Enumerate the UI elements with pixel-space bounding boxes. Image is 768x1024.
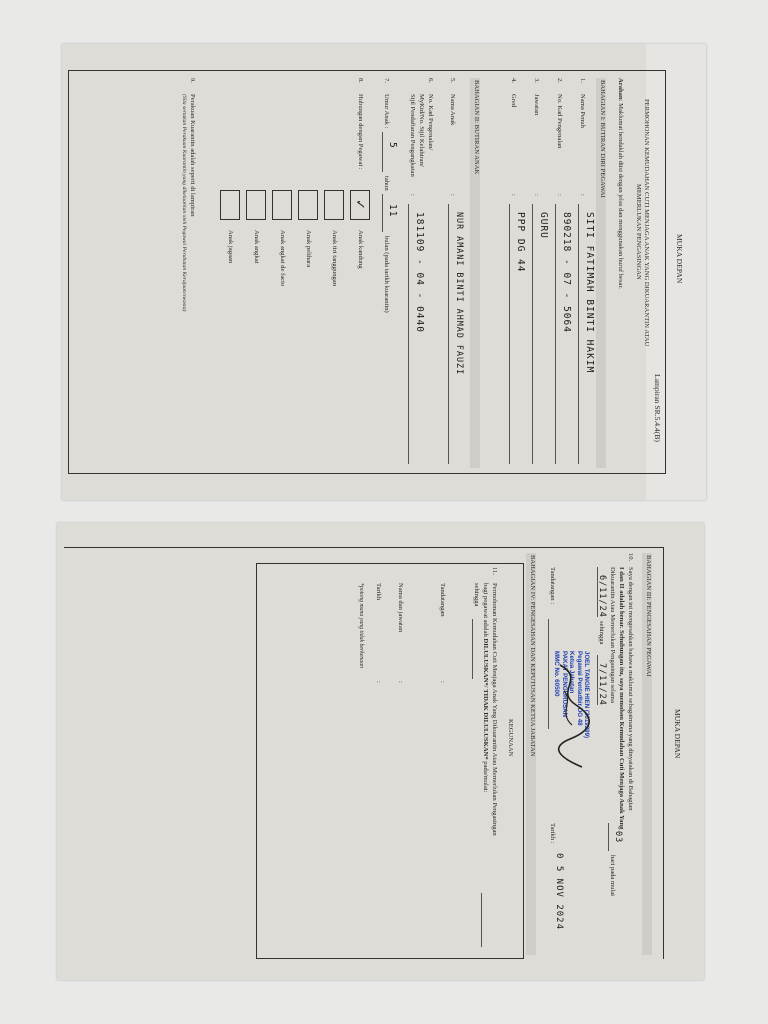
option-label-anak-tiri: Anak tiri tanggungan [331, 230, 338, 287]
field-num: 5. [449, 78, 456, 83]
checkbox-anak-angkat-de-facto[interactable] [272, 190, 292, 220]
option-label-anak-pelihara: Anak pelihara [305, 230, 312, 268]
option-label-anak-angkat: Anak angkat [253, 230, 260, 264]
checkbox-anak-pelihara[interactable] [298, 190, 318, 220]
signature-label: Tandatangan [549, 567, 556, 601]
signature-icon [550, 661, 594, 771]
age-months-unit: bulan (pada tarikh kuarantin) [383, 236, 390, 313]
field-num: 8. [357, 78, 364, 83]
sig2-label: Tandatangan [439, 583, 446, 617]
checkbox-anak-tiri[interactable] [324, 190, 344, 220]
section4-title: BAHAGIAN IV: PENGESAHAN DAN KEPUTUSAN KETUA JABATAN [526, 553, 536, 955]
until-label: sehingga [598, 621, 605, 645]
page-2-content: MUKA DEPAN BAHAGIAN III: PENGESAHAN PEGAWAI 10. Saya dengan ini mengesahkan bahawa maklumat sebagaimana yang dinyatakan di Bahagian I dan II adalah benar. Sehubungan itu, saya memohon Kemudahan Cuti Menjaga Anak Yang Dikuarantin Atau Memerlukan Pengasingan selama 03 hari pada mulai 6/11/24 sehingga 7/11/24 JOEL TANGIE HIEN (3019299) Pegawai Pentadbir DG 48 Ketua Jabatan PAKAT PENGURUSAN MMC No. 60500 Tandatangan : Tarikh : 0 5 NOV 2024 BAHAGIAN IV: PENGESAHAN DAN KEPUTUSAN KETUA JABATAN KEGUNAAN 11. Permohonan Kemudahan Cuti Menjaga Anak Yang Dikuarantin Atau Memerlukan Pengasingan bagi pegawai adalah DILULUSKAN*/ TIDAK DILULUSKAN* pada/mulai: sehingga Tandatangan : Nama dan jawatan : Tarikh : *potong mana yang tidak berkenaan [57, 523, 704, 980]
item9-text: Perakuan Kuarantin adalah seperti di lampiran [189, 94, 196, 217]
footnote: *potong mana yang tidak berkenaan [358, 583, 364, 669]
item10-line3b: hari pada mulai [609, 855, 616, 897]
page-1-content: MUKA DEPAN Lampiran SR.5.4.4(B) PERMOHONAN KEMUDAHAN CUTI MENJAGA ANAK YANG DIKUARANTIN ATAU MEMERLUKAN PENGASINGAN Arahan: Maklumat hendaklah diisi dengan jelas dan menggunakan huruf besar. BAHAGIAN I: BUTIRAN DIRI PEGAWAI 1. Nama Penuh : SITI FATIMAH BINTI HAKIM 2. No. Kad Pengenalan : 890218 - 07 - 5064 3. Jawatan : GURU 4. Gred : PPP DG 44 BAHAGIAN II: BUTIRAN ANAK 5. Nama Anak : NUR AMANI BINTI AHMAD FAUZI 6. No. Kad Pengenalan/ MyKid/No. Sijil Kelahiran/ Sijil Pendaftaran Pengangkatan : 181109 - 04 - 0440 7. Umur Anak : 5 tahun 11 bulan (pada tarikh kuarantin) 8. Hubungan dengan Pegawai : ✓ Anak kandung Anak tiri tanggungan Anak pelihara Anak angkat de facto Anak angkat Anak jagaan 9. Perakuan Kuarantin adalah seperti di lampiran (Sila sertakan Perakuan Kuarantin yang dikeluarkan oleh Pegawai Perubatan Kerajaan/swasta) [62, 44, 706, 500]
item11-line1: Permohonan Kemudahan Cuti Menjaga Anak Yang Dikuarantin Atau Memerlukan Pengasingan [491, 583, 498, 836]
field-label-gred: Gred [510, 94, 517, 108]
checkbox-anak-kandung[interactable] [350, 190, 370, 220]
section3-title: BAHAGIAN III: PENGESAHAN PEGAWAI [642, 553, 652, 955]
instruction-text: : Maklumat hendaklah diisi dengan jelas dan menggunakan huruf besar. [617, 99, 624, 289]
age-years-unit: tahun [383, 176, 390, 191]
date-stamp-value: 0 5 NOV 2024 [554, 853, 564, 931]
field-num: 9. [189, 78, 196, 83]
item11-decision: DILULUSKAN*/ TIDAK DILULUSKAN* [482, 638, 489, 760]
field-label-no-kad: No. Kad Pengenalan [556, 94, 563, 149]
field-label-nama-anak: Nama Anak [449, 94, 456, 126]
field-num: 4. [510, 78, 517, 83]
date-to-value: 7/11/24 [597, 663, 607, 706]
age-years-value: 5 [387, 142, 398, 149]
form-frame [68, 70, 666, 474]
checkbox-anak-jagaan[interactable] [220, 190, 240, 220]
field-label-id-line2: MyKid/No. Sijil Kelahiran/ [418, 94, 425, 167]
item10-line2: I dan II adalah benar. Sehubungan itu, saya memohon Kemudahan Cuti Menjaga Anak Yang [618, 567, 625, 830]
item11-line3: sehingga [473, 583, 480, 607]
date-label: Tarikh [549, 823, 556, 841]
section2-title: BAHAGIAN II: BUTIRAN ANAK [470, 78, 480, 468]
field-num: 1. [579, 78, 586, 83]
field-label-hubungan: Hubungan dengan Pegawai [357, 94, 364, 167]
form-page-1 [62, 44, 706, 500]
form-title-line1: PERMOHONAN KEMUDAHAN CUTI MENJAGA ANAK YANG DIKUARANTIN ATAU [643, 99, 650, 347]
form-page-2 [57, 523, 704, 980]
item11-line2c: pada/mulai: [482, 761, 489, 793]
field-value-nama-penuh: SITI FATIMAH BINTI HAKIM [584, 212, 595, 374]
page-header: MUKA DEPAN [675, 234, 684, 284]
field-num: 11. [491, 567, 498, 575]
section1-title: BAHAGIAN I: BUTIRAN DIRI PEGAWAI [596, 78, 606, 468]
field-label-nama-penuh: Nama Penuh [579, 94, 586, 128]
field-value-no-kad: 890218 - 07 - 5064 [561, 212, 572, 333]
age-months-value: 11 [387, 204, 398, 218]
option-label-anak-jagaan: Anak jagaan [227, 230, 234, 264]
official-stamp: JOEL TANGIE HIEN (3019299) Pegawai Pentadbir DG 48 Ketua Jabatan PAKAT PENGURUSAN MMC No. 60500 [553, 651, 590, 739]
field-value-jawatan: GURU [538, 212, 549, 239]
item11-line2a: bagi pegawai adalah [482, 583, 489, 637]
option-label-anak-kandung: Anak kandung [357, 230, 364, 269]
field-num: 3. [533, 78, 540, 83]
field-value-child-id: 181109 - 04 - 0440 [414, 212, 425, 333]
field-num: 7. [383, 78, 390, 83]
date-from-value: 6/11/24 [597, 575, 607, 618]
name-label: Nama dan jawatan [397, 583, 404, 633]
item10-line3a: Dikuarantin Atau Memerlukan Pengasingan selama [609, 567, 616, 703]
field-label-umur: Umur Anak [383, 94, 390, 125]
check-mark-icon: ✓ [353, 199, 368, 210]
item9-note: (Sila sertakan Perakuan Kuarantin yang dikeluarkan oleh Pegawai Perubatan Kerajaan/swasta) [181, 94, 187, 312]
lampiran-ref: Lampiran SR.5.4.4(B) [653, 374, 662, 442]
field-value-gred: PPP DG 44 [515, 212, 526, 273]
kegunaan-title: KEGUNAAN [507, 719, 514, 757]
checkbox-anak-angkat[interactable] [246, 190, 266, 220]
field-value-nama-anak: NUR AMANI BINTI AHMAD FAUZI [455, 212, 465, 376]
field-num: 6. [427, 78, 434, 83]
item10-line1: Saya dengan ini mengesahkan bahawa maklumat sebagaimana yang dinyatakan di Bahagian [627, 567, 634, 811]
field-label-id-line3: Sijil Pendaftaran Pengangkatan [409, 94, 416, 177]
field-label-id-line1: No. Kad Pengenalan/ [427, 94, 434, 151]
field-num: 10. [627, 553, 634, 562]
field-num: 2. [556, 78, 563, 83]
form-title-line2: MEMERLUKAN PENGASINGAN [635, 184, 642, 280]
field-label-jawatan: Jawatan [533, 94, 540, 116]
tarikh2-label: Tarikh [375, 583, 382, 601]
page-header: MUKA DEPAN [673, 709, 682, 759]
instruction-label: Arahan [617, 78, 624, 100]
option-label-anak-angkat-de-facto: Anak angkat de facto [279, 230, 286, 287]
days-value: 03 [613, 831, 623, 844]
